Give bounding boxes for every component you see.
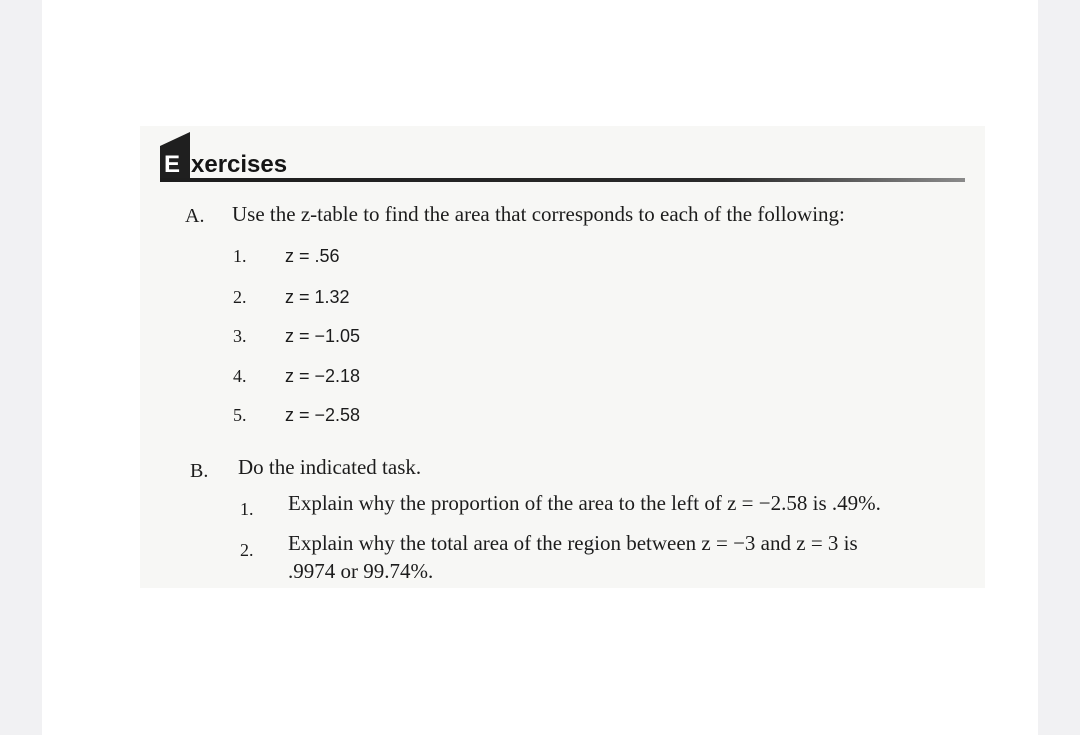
section-b-label: B. — [190, 460, 209, 482]
item-2-number: 2. — [233, 287, 247, 307]
item-4-value: z = −2.18 — [285, 366, 361, 386]
item-1-number: 1. — [233, 246, 247, 266]
task-1-text: Explain why the proportion of the area to the left of z = −2.58 is .49%. — [288, 491, 881, 515]
task-1-number: 1. — [240, 499, 254, 519]
title-divider — [160, 178, 965, 182]
task-2-number: 2. — [240, 540, 254, 560]
item-1-value: z = .56 — [285, 246, 340, 266]
task-2-text-line2: .9974 or 99.74%. — [288, 559, 434, 583]
section-title: xercises — [191, 151, 288, 178]
section-a-instruction: Use the z-table to find the area that corresponds to each of the following: — [232, 202, 845, 226]
item-5-value: z = −2.58 — [285, 405, 361, 425]
document-photo — [140, 126, 985, 588]
item-4-number: 4. — [233, 366, 247, 386]
item-3-number: 3. — [233, 326, 247, 346]
item-3-value: z = −1.05 — [285, 326, 361, 346]
title-initial: E — [164, 151, 181, 178]
item-5-number: 5. — [233, 405, 247, 425]
section-b-instruction: Do the indicated task. — [238, 455, 422, 479]
item-2-value: z = 1.32 — [285, 287, 350, 307]
task-2-text-line1: Explain why the total area of the region between z = −3 and z = 3 is — [288, 531, 858, 555]
section-a-label: A. — [185, 205, 205, 227]
